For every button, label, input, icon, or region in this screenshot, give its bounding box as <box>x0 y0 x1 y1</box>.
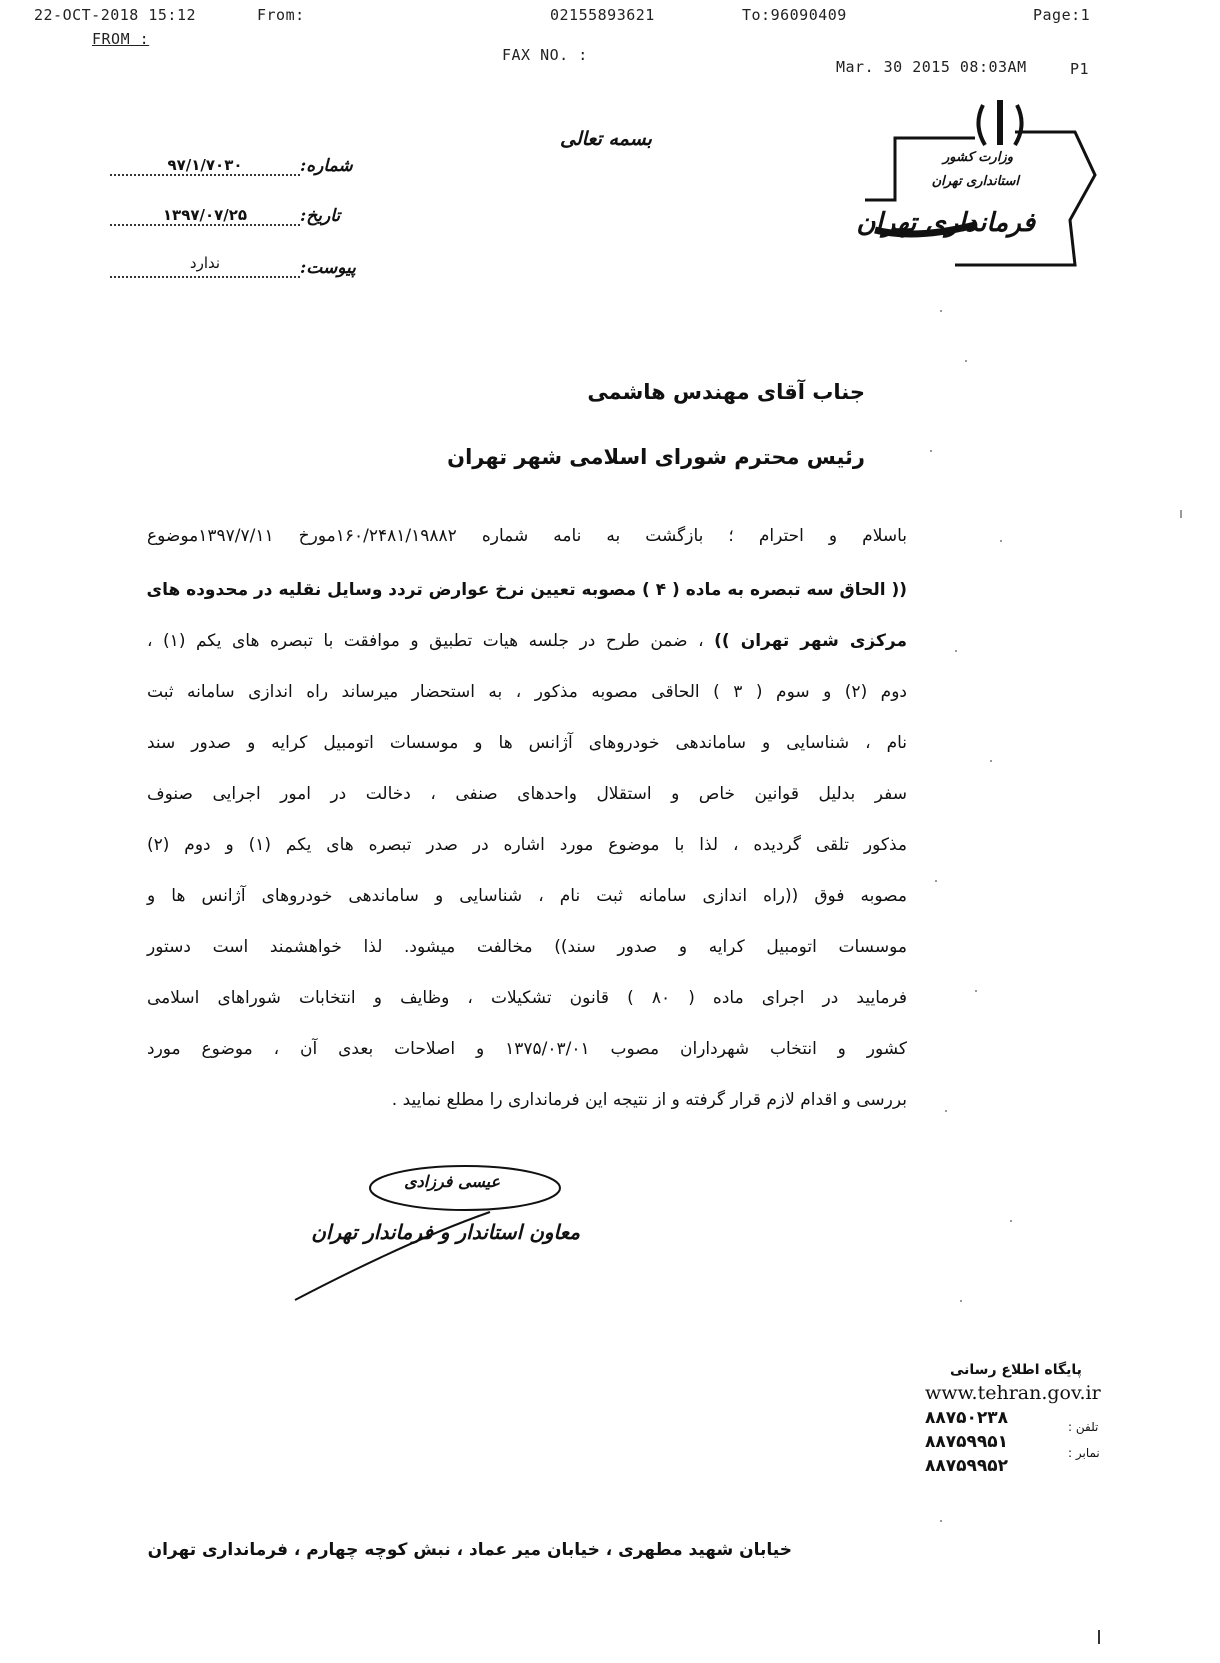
website-link[interactable]: www.tehran.gov.ir <box>925 1382 1101 1404</box>
fax-sent-time: Mar. 30 2015 08:03AM <box>836 58 1027 76</box>
body-line: بررسی و اقدام لازم قرار گرفته و از نتیجه این فرمانداری را مطلع نمایید . <box>391 1090 907 1110</box>
fax-from2-label: FROM : <box>92 30 150 48</box>
letter-date-field <box>110 206 340 226</box>
fax-from-label: From: <box>257 6 305 24</box>
fax-to-number: To:96090409 <box>742 6 847 24</box>
signatory-name: عیسی فرزادی <box>404 1172 500 1191</box>
body-line: سفر بدلیل قوانین خاص و استقلال واحدهای صنفی ، دخالت در امور اجرایی صنوف <box>147 784 907 804</box>
fax-from-number: 02155893621 <box>550 6 655 24</box>
subject-bold-end: مرکزی شهر تهران )) <box>714 631 907 651</box>
fax-timestamp: 22-OCT-2018 15:12 <box>34 6 197 24</box>
phone-number-1: ۸۸۷۵۰۲۳۸ <box>925 1408 1009 1428</box>
letterhead-ministry: وزارت کشور <box>943 150 1013 165</box>
body-line: موسسات اتومبیل کرایه و صدور سند)) مخالفت میشود. لذا خواهشمند است دستور <box>147 937 907 957</box>
body-line: نام ، شناسایی و ساماندهی خودروهای آژانس ها و موسسات اتومبیل کرایه و صدور سند <box>147 733 907 753</box>
body-line <box>147 631 907 651</box>
fax-page: Page:1 <box>1033 6 1091 24</box>
letter-date-label: تاریخ: <box>300 206 341 226</box>
phone-number-2: ۸۸۷۵۹۹۵۱ <box>925 1432 1009 1452</box>
letterhead-office: فرمانداری تهران <box>856 208 1035 238</box>
portal-label: پایگاه اطلاع رسانی <box>950 1362 1082 1378</box>
letter-number-value: ۹۷/۱/۷۰۳۰ <box>110 156 300 176</box>
body-line: دوم (۲) و سوم ( ۳ ) الحاقی مصوبه مذکور ، به استحضار میرساند راه اندازی سامانه ثبت <box>147 682 907 702</box>
fax-label: نمابر : <box>1068 1446 1100 1460</box>
letterhead-logo <box>855 90 1105 290</box>
body-line: باسلام و احترام ؛ بازگشت به نامه شماره ۱۶۰/۲۴۸۱/۱۹۸۸۲مورخ ۱۳۹۷/۷/۱۱موضوع <box>147 526 907 546</box>
body-line: کشور و انتخاب شهرداران مصوب ۱۳۷۵/۰۳/۰۱ و اصلاحات بعدی آن ، موضوع مورد <box>147 1039 908 1059</box>
letter-number-field <box>110 156 353 176</box>
body-line: (( الحاق سه تبصره به ماده ( ۴ ) مصوبه تعیین نرخ عوارض تردد وسایل نقلیه در محدوده های <box>146 580 907 600</box>
letter-attachment-value: ندارد <box>110 254 300 278</box>
letter-date-value: ۱۳۹۷/۰۷/۲۵ <box>110 206 300 226</box>
fax-number: ۸۸۷۵۹۹۵۲ <box>925 1456 1009 1476</box>
signatory-title: معاون استاندار و فرماندار تهران <box>311 1220 580 1244</box>
letter-number-label: شماره: <box>300 156 353 176</box>
body-line: فرمایید در اجرای ماده ( ۸۰ ) قانون تشکیلات ، وظایف و انتخابات شوراهای اسلامی <box>147 988 907 1008</box>
recipient-title: رئیس محترم شورای اسلامی شهر تهران <box>447 445 865 469</box>
letter-attachment-label: پیوست: <box>300 258 356 278</box>
body-line: مذکور تلقی گردیده ، لذا با موضوع مورد اشاره در صدر تبصره های یکم (۱) و دوم (۲) <box>147 835 907 855</box>
fax-no-label: FAX NO. : <box>502 46 588 64</box>
letterhead-province: استانداری تهران <box>931 174 1019 189</box>
invocation: بسمه تعالی <box>560 128 652 150</box>
body-line: مصوبه فوق ((راه اندازی سامانه ثبت نام ، شناسایی و ساماندهی خودروهای آژانس ها و <box>147 886 907 906</box>
phone-label: تلفن : <box>1068 1420 1099 1434</box>
emblem-icon <box>855 90 1105 290</box>
letter-attachment-field <box>110 254 356 278</box>
footer-address: خیابان شهید مطهری ، خیابان میر عماد ، نبش کوچه چهارم ، فرمانداری تهران <box>147 1540 792 1560</box>
body-line-rest: ، ضمن طرح در جلسه هیات تطبیق و موافقت با تبصره های یکم (۱) ، <box>147 631 715 651</box>
signature <box>290 1150 610 1310</box>
recipient-name: جناب آقای مهندس هاشمی <box>587 380 865 404</box>
fax-page-marker: P1 <box>1070 60 1090 78</box>
